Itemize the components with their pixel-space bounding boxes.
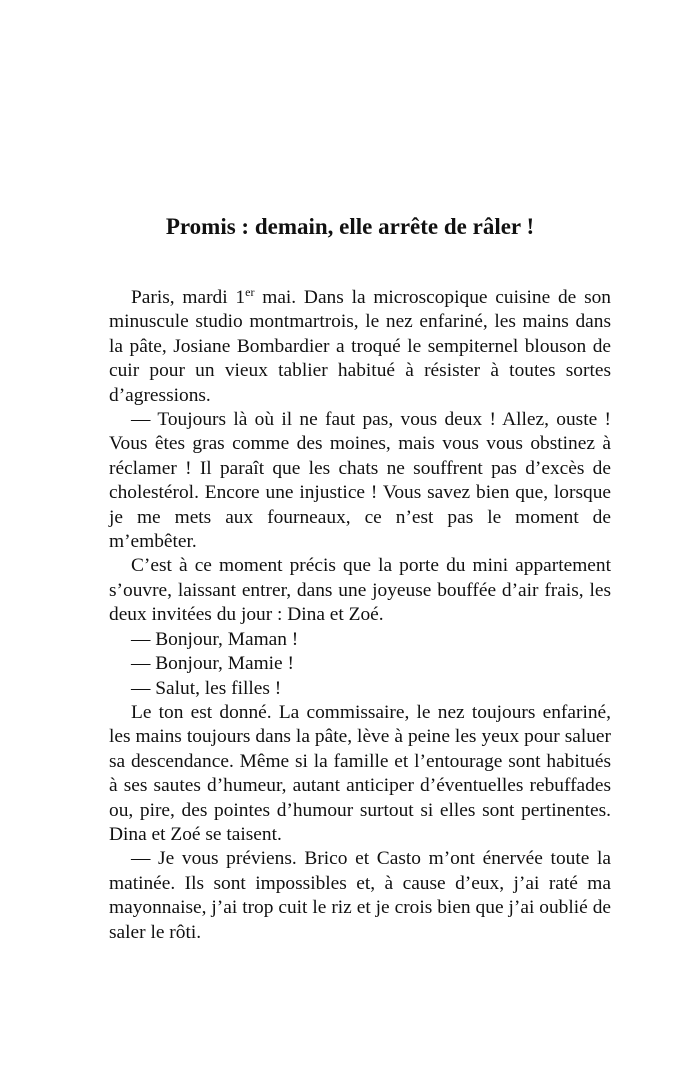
dialogue-bonjour-maman: — Bonjour, Maman ! <box>131 628 299 650</box>
paragraph-arrival: C’est à ce moment précis que la porte du mini appartement s’ouvre, laissant entrer, dans une joyeuse bouffée d’air frais, les deux invitées du jour : Dina et Zoé. <box>109 555 611 626</box>
dialogue-bonjour-mamie: — Bonjour, Mamie ! <box>131 653 294 675</box>
dialogue-je-vous-previens: — Je vous préviens. Brico et Casto m’ont énervée toute la matinée. Ils sont impossibles et, à cause d’eux, j’ai raté ma mayonnaise, j’ai trop cuit le riz et je crois bien que j’ai oublié de saler le rôti. <box>109 848 611 943</box>
paragraph-ton-donne: Le ton est donné. La commissaire, le nez toujours enfariné, les mains toujours dans la pâte, lève à peine les yeux pour saluer sa descendance. Même si la famille et l’entourage sont habitués à ses sautes d’humeur, autant anticiper d’éventuelles rebuffades ou, pire, des pointes d’humour surtout si elles sont pertinentes. Dina et Zoé se taisent. <box>109 701 611 845</box>
dialogue-josiane-cats: — Toujours là où il ne faut pas, vous deux ! Allez, ouste ! Vous êtes gras comme des moines, mais vous vous obstinez à réclamer ! Il paraît que les chats ne souffrent pas d’excès de cholestérol. Encore une injustice ! Vous savez bien que, lorsque je me mets aux fourneaux, ce n’est pas le moment de m’embêter. <box>109 409 611 553</box>
ordinal-superscript: er <box>245 285 255 299</box>
chapter-title: Promis : demain, elle arrête de râler ! <box>165 214 535 239</box>
paragraph-opening <box>109 286 611 408</box>
paragraph-opening-start: Paris, mardi 1 <box>131 287 246 308</box>
paragraph-opening-rest: mai. Dans la microscopique cuisine de son minuscule studio montmartrois, le nez enfariné, les mains dans la pâte, Josiane Bombardier a troqué le sempiternel blouson de cuir pour un vieux tablier habitué à résister à toutes sortes d’agressions. <box>109 287 612 406</box>
chapter-body <box>109 286 611 945</box>
dialogue-salut-filles: — Salut, les filles ! <box>131 677 282 699</box>
